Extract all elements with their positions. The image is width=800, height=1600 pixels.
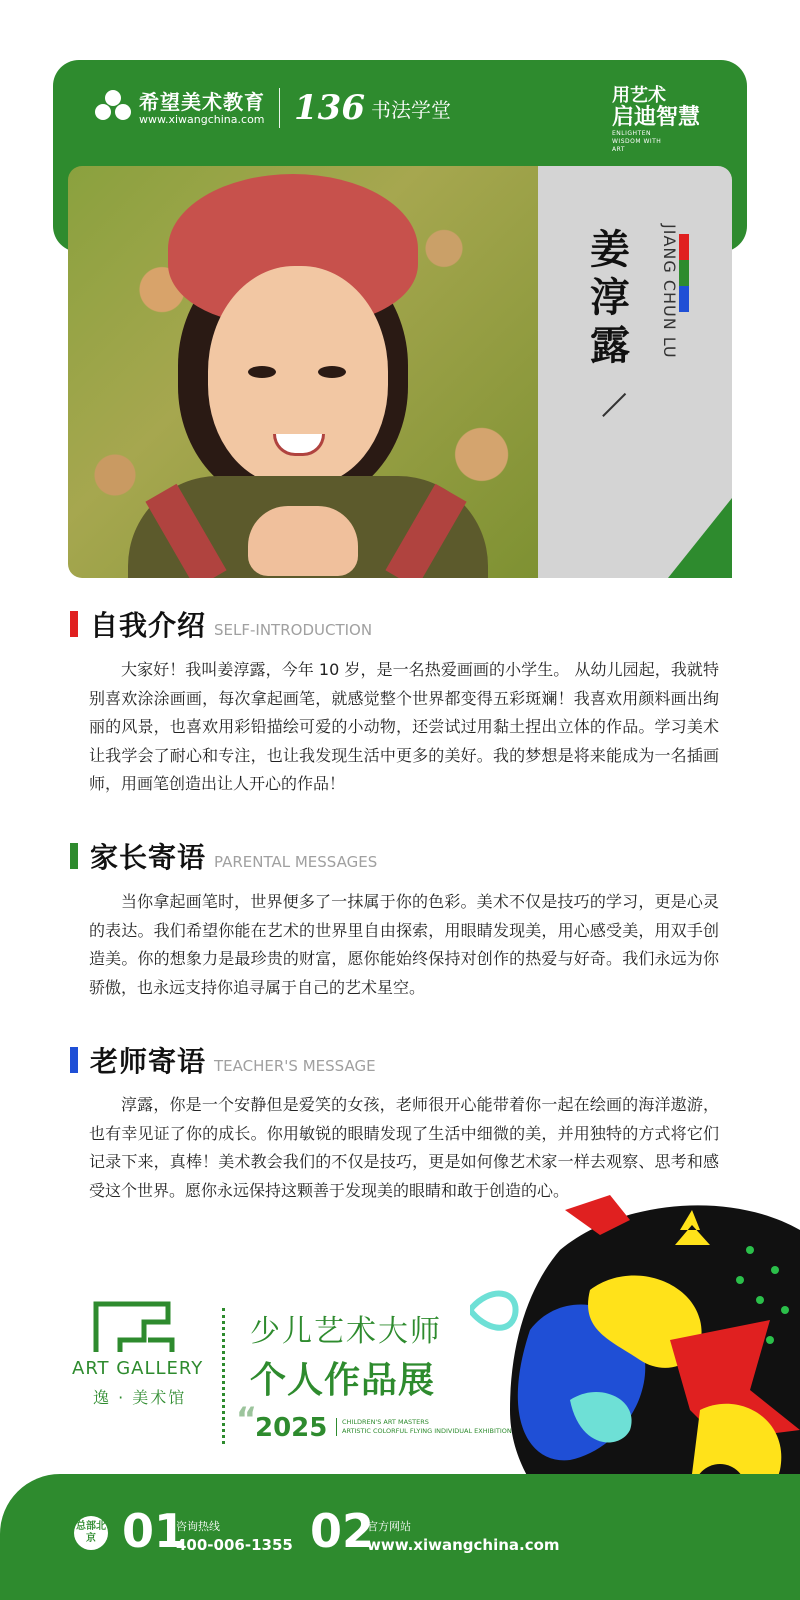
- intro-heading: [70, 604, 372, 644]
- slogan-line1: 用艺术: [612, 85, 666, 106]
- gallery-name-cn: 逸 · 美术馆: [93, 1388, 187, 1407]
- parent-title: 家长寄语: [90, 841, 207, 874]
- teacher-heading: [70, 1040, 376, 1080]
- parent-text: 当你拿起画笔时，世界便多了一抹属于你的色彩。美术不仅是技巧的学习，更是心灵的表达。我们希望你能在艺术的世界里自由探索，用眼睛发现美，用心感受美，用双手创造美。你的想象力是最珍贵的财富，愿你能始终保持对创作的热爱与好奇。我们永远为你骄傲，也永远支持你追寻属于自己的艺术星空。: [89, 892, 719, 997]
- dotted-divider: [222, 1308, 225, 1444]
- brand-divider: [279, 88, 280, 128]
- blue-bar: [679, 286, 689, 312]
- exhibition-quote-mark: “: [236, 1400, 258, 1438]
- teacher-mark: [70, 1047, 78, 1073]
- name-panel: [538, 166, 732, 578]
- exhibition-title-line1: 少儿艺术大师: [250, 1314, 442, 1349]
- red-bar: [679, 234, 689, 260]
- gallery-logo-icon: [88, 1300, 178, 1354]
- brand-url: www.xiwangchina.com: [139, 112, 265, 126]
- student-name-en: JIANG CHUN LU: [660, 224, 679, 359]
- contact2-number: 02: [310, 1504, 375, 1558]
- exhibition-en-line1: CHILDREN'S ART MASTERS: [342, 1418, 429, 1426]
- color-bars: [679, 234, 689, 312]
- brand[interactable]: [95, 88, 451, 128]
- hq-badge: 总部北京: [74, 1516, 108, 1550]
- exhibition-en: [336, 1418, 512, 1436]
- intro-title: 自我介绍: [90, 609, 207, 642]
- intro-text: 大家好！我叫姜淳露，今年 10 岁，是一名热爱画画的小学生。 从幼儿园起，我就特别喜欢涂涂画画，每次拿起画笔，就感觉整个世界都变得五彩斑斓！我喜欢用颜料画出绚丽的风景，也喜欢用彩铅描绘可爱的小动物，还尝试过用黏土捏出立体的作品。学习美术让我学会了耐心和专注，也让我发现生活中更多的美好。我的梦想是将来能成为一名插画师，用画笔创造出让人开心的作品！: [89, 660, 719, 793]
- parent-heading: [70, 836, 377, 876]
- exhibition-en-line2: ARTISTIC COLORFUL FLYING INDIVIDUAL EXHIBITION: [342, 1427, 512, 1435]
- brand-136-logo: 136: [294, 88, 365, 128]
- slogan-en: ENLIGHTEN WISDOM WITH ART: [612, 130, 662, 153]
- intro-subtitle: SELF-INTRODUCTION: [214, 621, 373, 639]
- panel-green-corner: [668, 498, 732, 578]
- hotline-link[interactable]: 400-006-1355: [176, 1536, 293, 1554]
- photo-eye-left: [248, 366, 276, 378]
- exhibition-year: 2025: [255, 1413, 328, 1443]
- slogan: [612, 86, 712, 154]
- parent-mark: [70, 843, 78, 869]
- brand-logo-icon: [95, 90, 131, 126]
- teacher-subtitle: TEACHER'S MESSAGE: [214, 1057, 376, 1075]
- exhibition-title-line2: 个人作品展: [250, 1360, 436, 1401]
- photo-hands: [248, 506, 358, 576]
- intro-mark: [70, 611, 78, 637]
- teacher-title: 老师寄语: [90, 1045, 207, 1078]
- gallery-name-en: ART GALLERY: [72, 1358, 204, 1379]
- parent-subtitle: PARENTAL MESSAGES: [214, 853, 378, 871]
- green-bar: [679, 260, 689, 286]
- student-photo: [68, 166, 538, 578]
- contact2-label: 官方网站: [367, 1520, 411, 1533]
- contact1-number: 01: [122, 1504, 187, 1558]
- brand-name: 希望美术教育: [139, 89, 265, 114]
- slogan-line2: 启迪智慧: [612, 105, 701, 130]
- website-link[interactable]: www.xiwangchina.com: [367, 1536, 560, 1554]
- student-name-cn: 姜淳露: [590, 227, 630, 369]
- contact1-label: 咨询热线: [176, 1520, 220, 1533]
- brand-calligraphy: 书法学堂: [370, 97, 451, 122]
- photo-eye-right: [318, 366, 346, 378]
- teacher-text: 淳露，你是一个安静但是爱笑的女孩，老师很开心能带着你一起在绘画的海洋遨游，也有幸见证了你的成长。你用敏锐的眼睛发现了生活中细微的美，并用独特的方式将它们记录下来，真棒！美术教会我们的不仅是技巧，更是如何像艺术家一样去观察、思考和感受这个世界。愿你永远保持这颗善于发现美的眼睛和敢于创造的心。: [89, 1095, 719, 1200]
